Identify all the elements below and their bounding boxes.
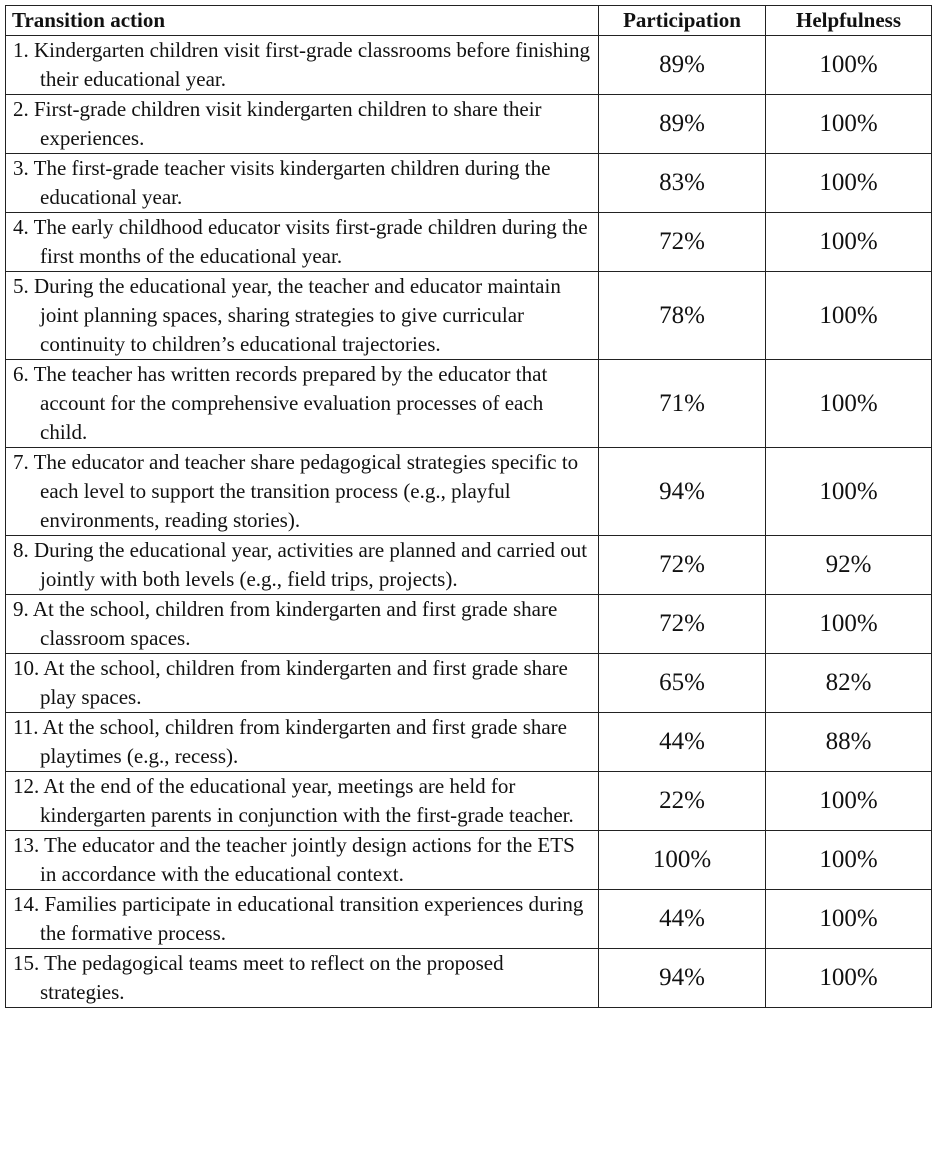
action-cell: 2. First-grade children visit kindergarten children to share their experiences. xyxy=(6,95,599,154)
helpfulness-cell: 100% xyxy=(766,213,932,272)
helpfulness-cell: 88% xyxy=(766,713,932,772)
helpfulness-cell: 100% xyxy=(766,595,932,654)
participation-cell: 44% xyxy=(599,890,766,949)
table-row xyxy=(6,654,932,713)
action-cell: 6. The teacher has written records prepared by the educator that account for the comprehensive evaluation processes of each child. xyxy=(6,360,599,448)
action-cell: 5. During the educational year, the teacher and educator maintain joint planning spaces, sharing strategies to give curricular continuity to children’s educational trajectories. xyxy=(6,272,599,360)
participation-cell: 94% xyxy=(599,949,766,1008)
helpfulness-cell: 100% xyxy=(766,448,932,536)
header-row xyxy=(6,6,932,36)
action-cell: 15. The pedagogical teams meet to reflect on the proposed strategies. xyxy=(6,949,599,1008)
table-row xyxy=(6,713,932,772)
action-cell: 9. At the school, children from kindergarten and first grade share classroom spaces. xyxy=(6,595,599,654)
transition-actions-table xyxy=(5,5,932,1008)
participation-cell: 72% xyxy=(599,213,766,272)
helpfulness-cell: 100% xyxy=(766,831,932,890)
table-row xyxy=(6,95,932,154)
table-row xyxy=(6,154,932,213)
header-helpfulness: Helpfulness xyxy=(766,6,932,36)
helpfulness-cell: 100% xyxy=(766,36,932,95)
participation-cell: 71% xyxy=(599,360,766,448)
helpfulness-cell: 82% xyxy=(766,654,932,713)
helpfulness-cell: 100% xyxy=(766,154,932,213)
action-cell: 1. Kindergarten children visit first-grade classrooms before finishing their educational year. xyxy=(6,36,599,95)
table-row xyxy=(6,448,932,536)
action-cell: 4. The early childhood educator visits first-grade children during the first months of the educational year. xyxy=(6,213,599,272)
action-cell: 10. At the school, children from kindergarten and first grade share play spaces. xyxy=(6,654,599,713)
table-row xyxy=(6,772,932,831)
helpfulness-cell: 100% xyxy=(766,890,932,949)
action-cell: 3. The first-grade teacher visits kindergarten children during the educational year. xyxy=(6,154,599,213)
table-row xyxy=(6,36,932,95)
helpfulness-cell: 100% xyxy=(766,272,932,360)
helpfulness-cell: 100% xyxy=(766,360,932,448)
table-row xyxy=(6,213,932,272)
participation-cell: 78% xyxy=(599,272,766,360)
header-participation: Participation xyxy=(599,6,766,36)
helpfulness-cell: 100% xyxy=(766,95,932,154)
action-cell: 7. The educator and teacher share pedagogical strategies specific to each level to support the transition process (e.g., playful environments, reading stories). xyxy=(6,448,599,536)
participation-cell: 44% xyxy=(599,713,766,772)
participation-cell: 83% xyxy=(599,154,766,213)
participation-cell: 94% xyxy=(599,448,766,536)
table-row xyxy=(6,949,932,1008)
table-row xyxy=(6,890,932,949)
helpfulness-cell: 92% xyxy=(766,536,932,595)
table-row xyxy=(6,360,932,448)
participation-cell: 89% xyxy=(599,95,766,154)
participation-cell: 100% xyxy=(599,831,766,890)
action-cell: 8. During the educational year, activities are planned and carried out jointly with both levels (e.g., field trips, projects). xyxy=(6,536,599,595)
header-transition-action: Transition action xyxy=(6,6,599,36)
participation-cell: 72% xyxy=(599,595,766,654)
participation-cell: 65% xyxy=(599,654,766,713)
participation-cell: 89% xyxy=(599,36,766,95)
helpfulness-cell: 100% xyxy=(766,772,932,831)
participation-cell: 72% xyxy=(599,536,766,595)
participation-cell: 22% xyxy=(599,772,766,831)
action-cell: 14. Families participate in educational transition experiences during the formative process. xyxy=(6,890,599,949)
table-row xyxy=(6,272,932,360)
table-row xyxy=(6,831,932,890)
table-row xyxy=(6,536,932,595)
action-cell: 12. At the end of the educational year, meetings are held for kindergarten parents in conjunction with the first-grade teacher. xyxy=(6,772,599,831)
helpfulness-cell: 100% xyxy=(766,949,932,1008)
action-cell: 11. At the school, children from kindergarten and first grade share playtimes (e.g., recess). xyxy=(6,713,599,772)
action-cell: 13. The educator and the teacher jointly design actions for the ETS in accordance with the educational context. xyxy=(6,831,599,890)
table-row xyxy=(6,595,932,654)
